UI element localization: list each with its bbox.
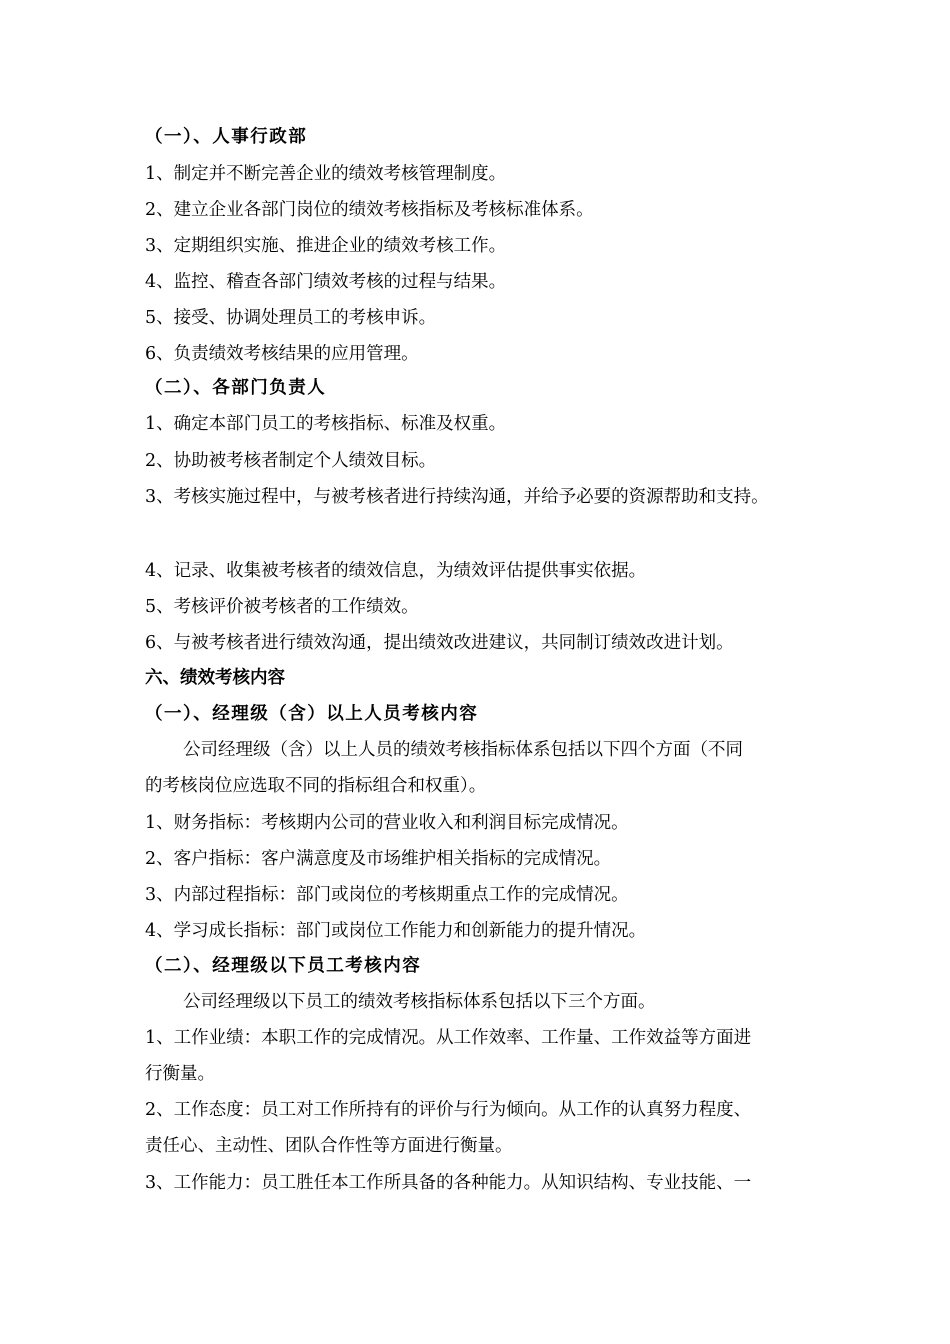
- list-item: 4、监控、稽查各部门绩效考核的过程与结果。: [145, 272, 507, 292]
- list-item: 1、工作业绩：本职工作的完成情况。从工作效率、工作量、工作效益等方面进: [145, 1028, 752, 1048]
- paragraph-line: 的考核岗位应选取不同的指标组合和权重）。: [145, 776, 487, 796]
- list-item: 2、建立企业各部门岗位的绩效考核指标及考核标准体系。: [145, 200, 594, 220]
- list-item: 3、工作能力：员工胜任本工作所具备的各种能力。从知识结构、专业技能、一: [145, 1173, 752, 1193]
- paragraph-line: 公司经理级（含）以上人员的绩效考核指标体系包括以下四个方面（不同: [183, 740, 743, 760]
- list-item: 1、制定并不断完善企业的绩效考核管理制度。: [145, 164, 507, 184]
- list-item: 3、定期组织实施、推进企业的绩效考核工作。: [145, 236, 507, 256]
- list-item-continuation: 责任心、主动性、团队合作性等方面进行衡量。: [145, 1136, 513, 1156]
- paragraph-line: 公司经理级以下员工的绩效考核指标体系包括以下三个方面。: [183, 992, 656, 1012]
- list-item: 4、记录、收集被考核者的绩效信息，为绩效评估提供事实依据。: [145, 561, 647, 581]
- list-item: 6、负责绩效考核结果的应用管理。: [145, 344, 419, 364]
- section-heading-content: 六、绩效考核内容: [145, 668, 285, 688]
- subsection-heading-managers: （一）、经理级（含）以上人员考核内容: [145, 704, 479, 724]
- list-item: 4、学习成长指标：部门或岗位工作能力和创新能力的提升情况。: [145, 921, 647, 941]
- section-heading-dept-heads: （二）、各部门负责人: [145, 378, 327, 398]
- list-item: 3、内部过程指标：部门或岗位的考核期重点工作的完成情况。: [145, 885, 629, 905]
- list-item: 3、考核实施过程中，与被考核者进行持续沟通，并给予必要的资源帮助和支持。: [145, 487, 769, 507]
- list-item: 1、确定本部门员工的考核指标、标准及权重。: [145, 414, 507, 434]
- list-item-continuation: 行衡量。: [145, 1064, 215, 1084]
- list-item: 2、客户指标：客户满意度及市场维护相关指标的完成情况。: [145, 849, 612, 869]
- subsection-heading-staff: （二）、经理级以下员工考核内容: [145, 956, 422, 976]
- list-item: 5、考核评价被考核者的工作绩效。: [145, 597, 419, 617]
- section-heading-hr: （一）、人事行政部: [145, 127, 308, 147]
- list-item: 6、与被考核者进行绩效沟通，提出绩效改进建议，共同制订绩效改进计划。: [145, 633, 734, 653]
- list-item: 2、协助被考核者制定个人绩效目标。: [145, 451, 437, 471]
- list-item: 1、财务指标：考核期内公司的营业收入和利润目标完成情况。: [145, 813, 629, 833]
- list-item: 5、接受、协调处理员工的考核申诉。: [145, 308, 437, 328]
- list-item: 2、工作态度：员工对工作所持有的评价与行为倾向。从工作的认真努力程度、: [145, 1100, 752, 1120]
